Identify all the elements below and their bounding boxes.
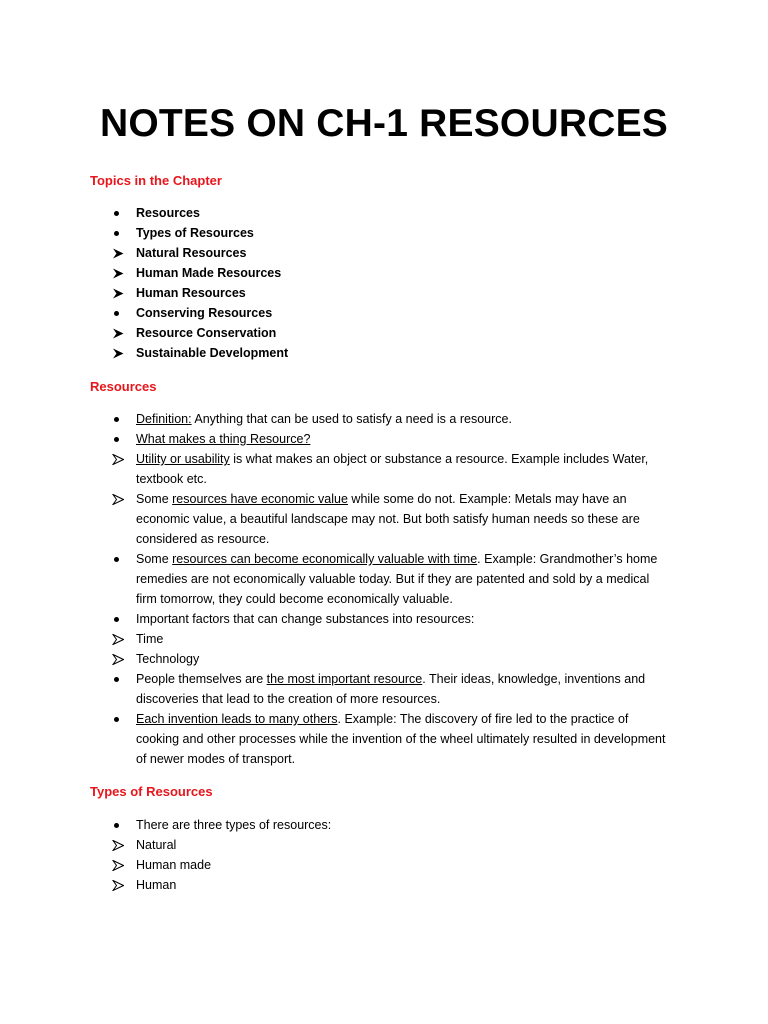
text-run: Resource Conservation <box>136 326 277 340</box>
list-item <box>0 263 768 283</box>
bullet-dot-icon <box>112 429 128 449</box>
list-item <box>0 669 768 709</box>
text-run: while some do not. Example: Metals may have an economic value, a beautiful landscape may not. But both satisfy human needs so these are considered as resource. <box>136 492 640 546</box>
arrow-bullet-icon <box>112 343 128 363</box>
bullet-dot-icon <box>112 609 128 629</box>
list-item-text <box>136 323 666 343</box>
text-run: Important factors that can change substances into resources: <box>136 612 475 626</box>
list-item <box>0 875 768 895</box>
list-item <box>0 649 768 669</box>
list-item-text <box>136 649 666 669</box>
list-item <box>0 815 768 835</box>
text-run: Technology <box>136 652 200 666</box>
arrow-bullet-icon <box>112 489 128 509</box>
arrow-bullet-icon <box>112 323 128 343</box>
underlined-phrase: resources can become economically valuable with time <box>172 552 478 566</box>
list-item <box>0 609 768 629</box>
text-run: . Example: The discovery of fire led to the practice of cooking and other processes while the invention of the wheel ultimately resulted in development of newer modes of transport. <box>136 712 666 766</box>
bullet-dot-icon <box>112 303 128 323</box>
list-item-text <box>136 875 666 895</box>
bullet-dot-icon <box>112 203 128 223</box>
underlined-phrase: Each invention leads to many others <box>136 712 338 726</box>
list-item <box>0 855 768 875</box>
arrow-bullet-icon <box>112 629 128 649</box>
bullet-dot-icon <box>112 409 128 429</box>
list-item <box>0 303 768 323</box>
text-run: . Their ideas, knowledge, inventions and discoveries that lead to the creation of more resources. <box>136 672 646 706</box>
list-item-text <box>136 609 666 629</box>
list-item-text <box>136 489 666 549</box>
list-item <box>0 343 768 363</box>
text-run: Human made <box>136 858 212 872</box>
text-run: Natural <box>136 838 177 852</box>
list-item-text <box>136 203 666 223</box>
text-run: Human <box>136 878 177 892</box>
underlined-phrase: the most important resource <box>266 672 423 686</box>
bullet-dot-icon <box>112 709 128 729</box>
list-item-text <box>136 429 666 449</box>
bullet-dot-icon <box>112 669 128 689</box>
bullet-dot-icon <box>112 549 128 569</box>
list-item-text <box>136 669 666 709</box>
arrow-bullet-icon <box>112 243 128 263</box>
text-run: Time <box>136 632 164 646</box>
section-heading-types: Types of Resources <box>90 784 213 799</box>
list-item <box>0 283 768 303</box>
text-run: Some <box>136 492 173 506</box>
text-run: is what makes an object or substance a resource. Example includes Water, textbook etc. <box>136 452 649 486</box>
text-run: Sustainable Development <box>136 346 289 360</box>
list-item <box>0 549 768 609</box>
list-item <box>0 489 768 549</box>
text-run: Conserving Resources <box>136 306 273 320</box>
arrow-bullet-icon <box>112 283 128 303</box>
underlined-phrase: Definition: <box>136 412 192 426</box>
types-list <box>0 815 768 895</box>
text-run: . Example: Grandmother’s home remedies are not economically valuable today. But if they are patented and sold by a medical firm tomorrow, they could become economically valuable. <box>136 552 658 606</box>
list-item <box>0 223 768 243</box>
resources-list <box>0 409 768 769</box>
arrow-bullet-icon <box>112 855 128 875</box>
text-run: There are three types of resources: <box>136 818 332 832</box>
list-item-text <box>136 629 666 649</box>
list-item-text <box>136 303 666 323</box>
list-item-text <box>136 549 666 609</box>
list-item <box>0 835 768 855</box>
bullet-dot-icon <box>112 815 128 835</box>
list-item-text <box>136 449 666 489</box>
arrow-bullet-icon <box>112 649 128 669</box>
list-item-text <box>136 709 666 769</box>
section-heading-topics: Topics in the Chapter <box>90 173 222 188</box>
list-item-text <box>136 223 666 243</box>
list-item-text <box>136 243 666 263</box>
text-run: Some <box>136 552 173 566</box>
list-item-text <box>136 343 666 363</box>
arrow-bullet-icon <box>112 449 128 469</box>
text-run: Resources <box>136 206 200 220</box>
list-item <box>0 629 768 649</box>
underlined-phrase: Utility or usability <box>136 452 230 466</box>
list-item-text <box>136 815 666 835</box>
list-item-text <box>136 263 666 283</box>
list-item-text <box>136 409 666 429</box>
list-item-text <box>136 855 666 875</box>
list-item-text <box>136 283 666 303</box>
text-run: Types of Resources <box>136 226 254 240</box>
arrow-bullet-icon <box>112 835 128 855</box>
text-run: People themselves are <box>136 672 267 686</box>
section-heading-resources: Resources <box>90 379 157 394</box>
topics-list <box>0 203 768 363</box>
list-item <box>0 429 768 449</box>
list-item <box>0 409 768 429</box>
text-run: Natural Resources <box>136 246 247 260</box>
list-item <box>0 709 768 769</box>
list-item-text <box>136 835 666 855</box>
underlined-phrase: What makes a thing Resource? <box>136 432 311 446</box>
list-item <box>0 323 768 343</box>
list-item <box>0 203 768 223</box>
list-item <box>0 243 768 263</box>
arrow-bullet-icon <box>112 875 128 895</box>
underlined-phrase: resources have economic value <box>172 492 348 506</box>
text-run: Anything that can be used to satisfy a need is a resource. <box>191 412 512 426</box>
text-run: Human Made Resources <box>136 266 282 280</box>
text-run: Human Resources <box>136 286 246 300</box>
arrow-bullet-icon <box>112 263 128 283</box>
list-item <box>0 449 768 489</box>
page-title: NOTES ON CH-1 RESOURCES <box>99 102 668 145</box>
bullet-dot-icon <box>112 223 128 243</box>
